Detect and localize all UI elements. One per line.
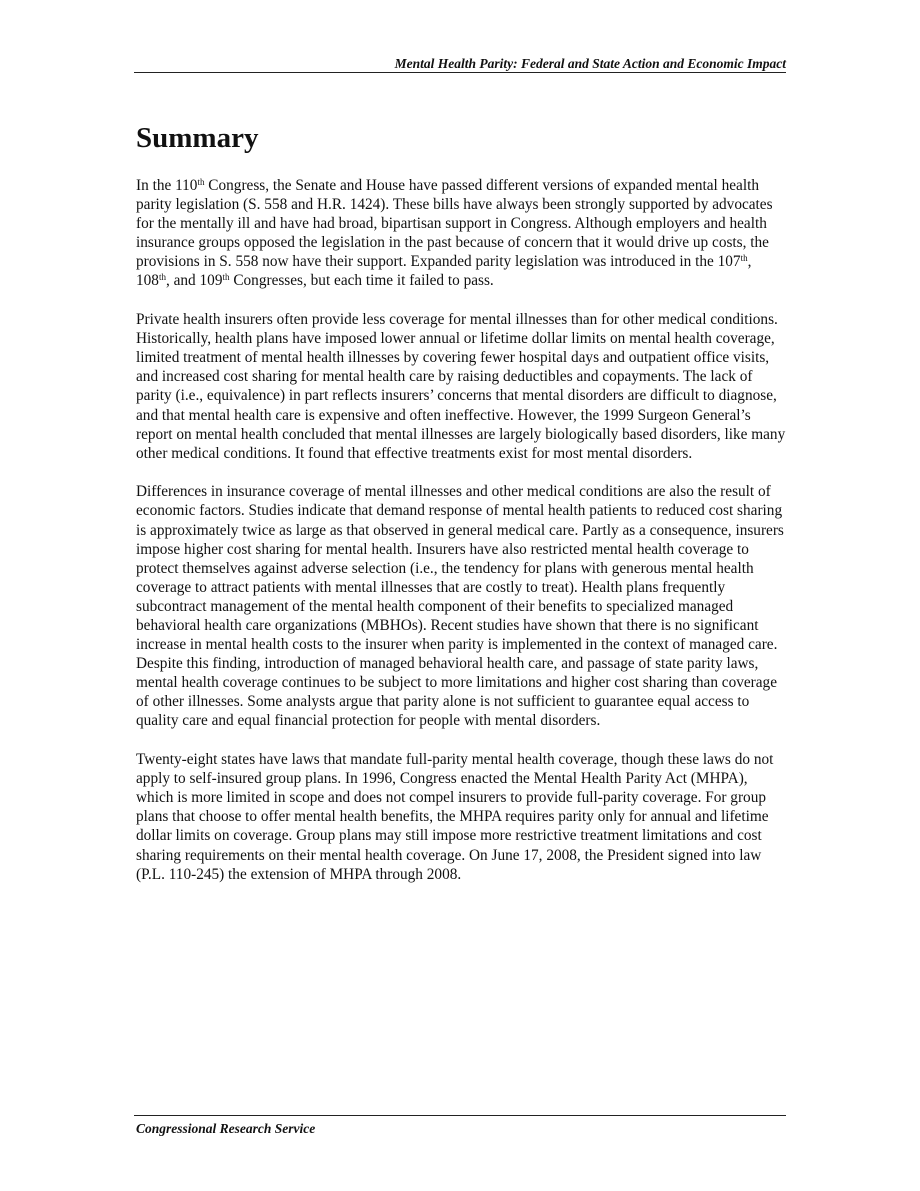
p1-text-e: Congresses, but each time it failed to pass.	[229, 272, 494, 290]
p1-sup-b: th	[740, 253, 748, 264]
page-title: Summary	[136, 122, 259, 154]
running-header: Mental Health Parity: Federal and State Action and Economic Impact	[394, 56, 786, 71]
paragraph-3: Differences in insurance coverage of mental illnesses and other medical conditions are also the result of economic factors. Studies indicate that demand response of mental health patients to reduced cost sharing is approximately twice as large as that observed in general medical care. Partly as a consequence, insurers impose higher cost sharing for mental health. Insurers have also restricted mental health coverage to protect themselves against adverse selection (i.e., the tendency for plans with generous mental health coverage to attract patients with mental illnesses that are costly to treat). Health plans frequently subcontract management of the mental health component of their benefits to specialized managed behavioral health care organizations (MBHOs). Recent studies have shown that there is no significant increase in mental health costs to the insurer when parity is implemented in the context of managed care. Despite this finding, introduction of managed behavioral health care, and passage of state parity laws, mental health coverage continues to be subject to more limitations and higher cost sharing than coverage of other illnesses. Some analysts argue that parity alone is not sufficient to guarantee equal access to quality care and equal financial protection for people with mental disorders.	[136, 483, 784, 730]
p1-text-c: , 108	[136, 253, 752, 290]
summary-body	[136, 176, 786, 903]
p1-text-d: , and 109	[165, 272, 223, 290]
header-divider	[134, 72, 786, 73]
p1-sup-d: th	[222, 272, 230, 283]
p1-sup-c: th	[158, 272, 166, 283]
footer-publisher: Congressional Research Service	[136, 1121, 316, 1136]
paragraph-1	[136, 176, 786, 291]
paragraph-2: Private health insurers often provide less coverage for mental illnesses than for other medical conditions. Historically, health plans have imposed lower annual or lifetime dollar limits on mental health coverage, limited treatment of mental health illnesses by covering fewer hospital days and outpatient office visits, and increased cost sharing for mental health care by raising deductibles and copayments. The lack of parity (i.e., equivalence) in part reflects insurers’ concerns that mental disorders are difficult to diagnose, and that mental health care is expensive and often ineffective. However, the 1999 Surgeon General’s report on mental health concluded that mental illnesses are largely biologically based disorders, like many other medical conditions. It found that effective treatments exist for most mental disorders.	[136, 311, 786, 462]
p1-text-b: Congress, the Senate and House have passed different versions of expanded mental health parity legislation (S. 558 and H.R. 1424). These bills have always been strongly supported by advocates for the mentally ill and have had broad, bipartisan support in Congress. Although employers and health insurance groups opposed the legislation in the past because of concern that it would drive up costs, the provisions in S. 558 now have their support. Expanded parity legislation was introduced in the 107	[136, 177, 773, 271]
p1-sup-a: th	[197, 177, 205, 187]
footer-divider	[134, 1115, 786, 1116]
paragraph-4: Twenty-eight states have laws that mandate full-parity mental health coverage, though these laws do not apply to self-insured group plans. In 1996, Congress enacted the Mental Health Parity Act (MHPA), which is more limited in scope and does not compel insurers to provide full-parity coverage. For group plans that choose to offer mental health benefits, the MHPA requires parity only for annual and lifetime dollar limits on coverage. Group plans may still impose more restrictive treatment limitations and cost sharing requirements on their mental health coverage. On June 17, 2008, the President signed into law (P.L. 110-245) the extension of MHPA through 2008.	[136, 751, 774, 883]
p1-text-a: In the 110	[136, 177, 198, 194]
